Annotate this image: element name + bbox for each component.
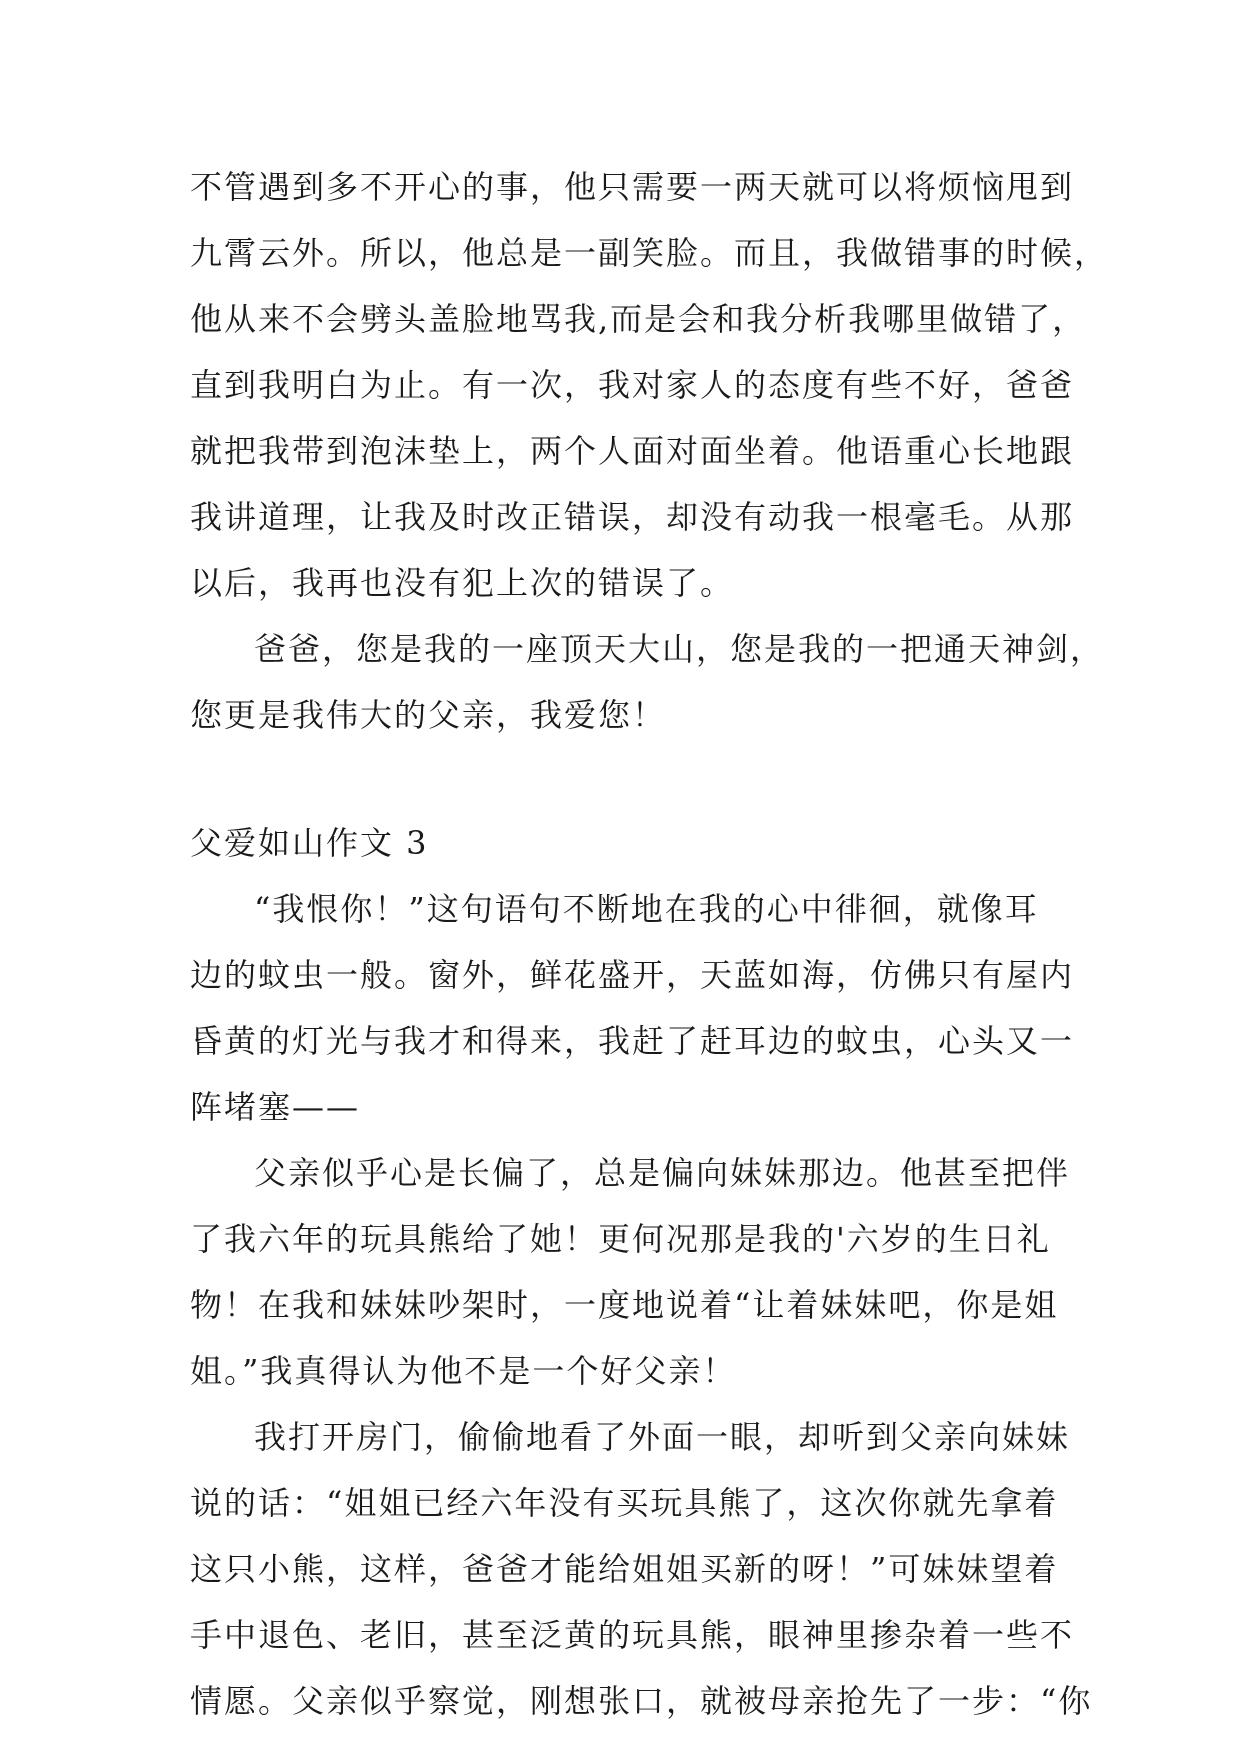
text-line: 我讲道理，让我及时改正错误，却没有动我一根毫毛。从那	[190, 498, 1075, 536]
text-line: 昏黄的灯光与我才和得来，我赶了赶耳边的蚊虫，心头又一	[190, 1022, 1075, 1060]
text-line: 手中退色、老旧，甚至泛黄的玩具熊，眼神里掺杂着一些不	[190, 1616, 1075, 1654]
paragraph-closing	[190, 616, 1105, 748]
text-line: 九霄云外。所以，他总是一副笑脸。而且，我做错事的时候，	[190, 234, 1109, 272]
text-line: 父亲似乎心是长偏了，总是偏向妹妹那边。他甚至把伴	[254, 1154, 1071, 1192]
section-spacer	[190, 748, 1090, 810]
text-line: 边的蚊虫一般。窗外，鲜花盛开，天蓝如海，仿佛只有屋内	[190, 956, 1075, 994]
paragraph-overheard	[190, 1404, 1093, 1734]
text-line: 就把我带到泡沫垫上，两个人面对面坐着。他语重心长地跟	[190, 432, 1075, 470]
paragraph-continuation	[190, 154, 1109, 616]
text-line: 您更是我伟大的父亲，我爱您！	[190, 696, 667, 734]
text-line: 姐。”我真得认为他不是一个好父亲！	[190, 1352, 737, 1390]
text-line: 直到我明白为止。有一次，我对家人的态度有些不好，爸爸	[190, 366, 1075, 404]
text-line: 不管遇到多不开心的事，他只需要一两天就可以将烦恼甩到	[190, 168, 1075, 206]
text-line: 这只小熊，这样，爸爸才能给姐姐买新的呀！”可妹妹望着	[190, 1550, 1059, 1588]
paragraph-opening	[190, 876, 1090, 1140]
paragraph-father-bias	[190, 1140, 1090, 1404]
text-line: “我恨你！”这句语句不断地在我的心中徘徊，就像耳	[254, 890, 1039, 928]
text-line: 我打开房门，偷偷地看了外面一眼，却听到父亲向妹妹	[254, 1418, 1071, 1456]
text-line: 他从来不会劈头盖脸地骂我,而是会和我分析我哪里做错了，	[190, 300, 1087, 338]
section-heading: 父爱如山作文 3	[190, 824, 429, 862]
text-line: 情愿。父亲似乎察觉，刚想张口，就被母亲抢先了一步：“你	[190, 1682, 1093, 1720]
text-line: 物！在我和妹妹吵架时，一度地说着“让着妹妹吧，你是姐	[190, 1286, 1059, 1324]
document-body	[190, 154, 1109, 1734]
text-line: 爸爸，您是我的一座顶天大山，您是我的一把通天神剑，	[254, 630, 1105, 668]
text-line: 说的话：“姐姐已经六年没有买玩具熊了，这次你就先拿着	[190, 1484, 1059, 1522]
text-line: 阵堵塞——	[190, 1088, 361, 1126]
text-line: 以后，我再也没有犯上次的错误了。	[190, 564, 735, 602]
text-line: 了我六年的玩具熊给了她！更何况那是我的'六岁的生日礼	[190, 1220, 1051, 1258]
